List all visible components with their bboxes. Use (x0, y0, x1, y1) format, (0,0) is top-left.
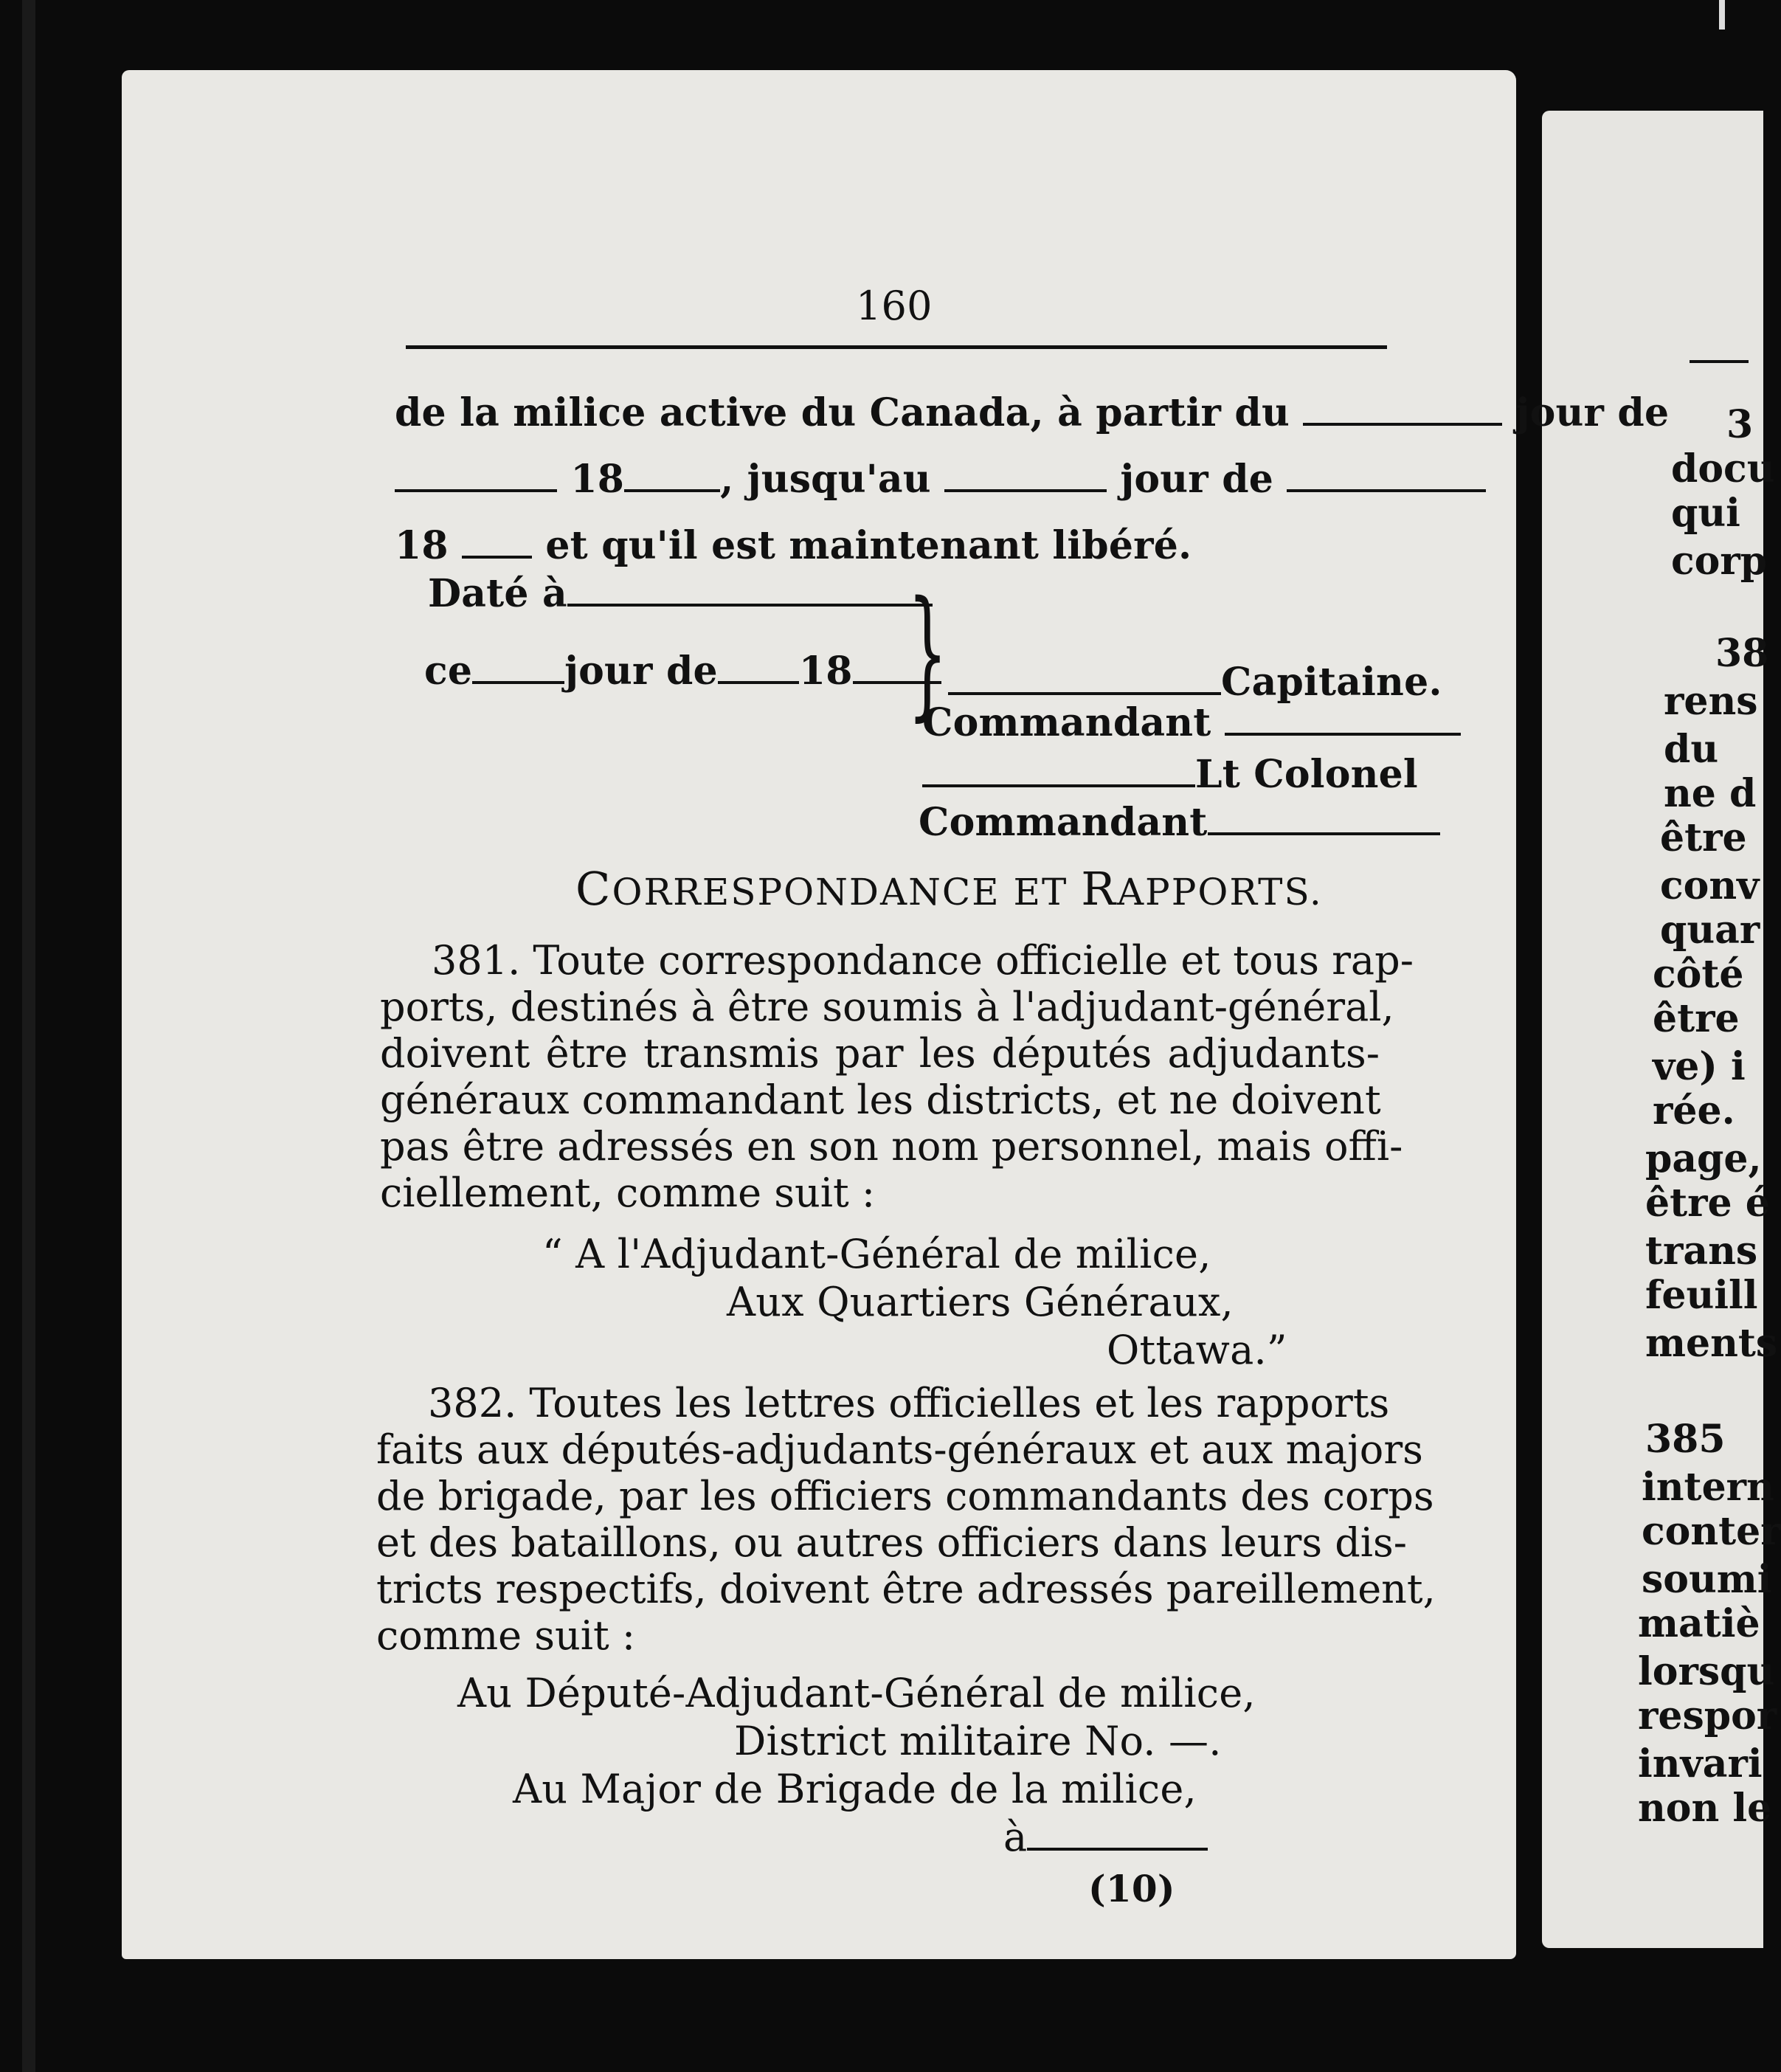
blank-field (624, 463, 720, 492)
blank-field (567, 577, 933, 607)
address-prefix: à (1003, 1814, 1028, 1860)
form-line-2 (395, 457, 1486, 502)
paragraph-381 (380, 937, 1414, 1216)
form-line-1-text: de la milice active du Canada, à partir du (395, 390, 1290, 435)
address-line: Au Député-Adjudant-Général de milice, (457, 1670, 1256, 1716)
address-line: Ottawa.” (1107, 1327, 1287, 1373)
heading-word: ORRESPONDANCE (612, 871, 1000, 914)
paragraph-line: ciellement, comme suit : (380, 1170, 876, 1216)
blank-field (718, 655, 799, 684)
date-line (428, 572, 933, 616)
right-page-fragment: ve) i (1653, 1044, 1746, 1089)
form-line-1-end: jour de (1515, 390, 1670, 435)
blank-field (944, 463, 1107, 492)
year-prefix: 18 (395, 523, 449, 568)
form-line-3 (395, 524, 1192, 568)
ce-label: ce (424, 649, 473, 694)
right-page-fragment: trans (1645, 1229, 1758, 1274)
paragraph-line: ports, destinés à être soumis à l'adjudant-général, (380, 984, 1394, 1030)
blank-field (948, 666, 1221, 695)
paragraph-line: et des bataillons, ou autres officiers dans leurs dis- (376, 1519, 1408, 1566)
right-page-fragment: respor (1638, 1693, 1777, 1738)
paragraph-line: faits aux députés-adjudants-généraux et aux majors (376, 1426, 1423, 1473)
blank-field (462, 529, 532, 559)
right-page-fragment: 3 (1726, 402, 1754, 447)
blank-field (1208, 806, 1440, 835)
form-line-2-end: jour de (1120, 457, 1274, 502)
scan-frame-mark (1719, 0, 1725, 30)
right-page-fragment: ne d (1664, 771, 1757, 816)
page-number: 160 (856, 283, 933, 329)
section-heading (575, 862, 1323, 916)
brace-glyph: } (907, 571, 948, 734)
address-line: Au Major de Brigade de la milice, (513, 1766, 1197, 1812)
right-page-fragment: quar (1660, 908, 1760, 953)
jour-de-label: jour de (564, 649, 718, 694)
right-page-fragment: ments (1645, 1321, 1778, 1366)
blank-field (853, 655, 941, 684)
right-page-fragment: docu (1671, 446, 1775, 491)
right-page-fragment: page, (1645, 1136, 1762, 1181)
right-page-fragment: côté (1653, 952, 1744, 997)
commandant-line-1 (922, 701, 1461, 745)
lt-colonel-line (922, 753, 1418, 797)
right-page-fragment: du (1664, 727, 1719, 772)
blank-field (395, 463, 557, 492)
form-line-1 (395, 391, 1669, 435)
scan-frame-edge (22, 0, 35, 2072)
paragraph-line: tricts respectifs, doivent être adressés pareillement, (376, 1566, 1436, 1612)
blank-field (1225, 706, 1461, 736)
capitaine-label: Capitaine. (1221, 660, 1442, 705)
blank-field (1287, 463, 1486, 492)
paragraph-line: comme suit : (376, 1612, 636, 1659)
paragraph-line: généraux commandant les districts, et ne doivent (380, 1077, 1381, 1123)
right-page-fragment: feuill (1645, 1273, 1758, 1318)
paragraph-line: 382. Toutes les lettres officielles et les rapports (428, 1380, 1390, 1426)
right-page-fragment: être (1653, 996, 1740, 1041)
heading-initial: R (1081, 862, 1117, 916)
paragraph-line: de brigade, par les officiers commandants des corps (376, 1473, 1434, 1519)
right-page-fragment: conv (1660, 863, 1760, 908)
blank-field (472, 655, 564, 684)
commandant-line-2 (919, 801, 1440, 845)
commandant-label: Commandant (919, 800, 1208, 845)
heading-initial: C (575, 862, 612, 916)
right-page-fragment: être é (1645, 1181, 1770, 1226)
ce-jour-line (424, 649, 941, 694)
blank-field (922, 758, 1195, 787)
right-page-rule (1690, 360, 1749, 363)
right-page-fragment: conter (1642, 1509, 1781, 1554)
paragraph-line: doivent être transmis par les députés adjudants- (380, 1030, 1380, 1077)
commandant-label: Commandant (922, 700, 1211, 745)
right-page-fragment: soumi (1642, 1557, 1772, 1602)
right-page-fragment: qui (1671, 491, 1740, 536)
right-page-fragment: rée. (1653, 1088, 1735, 1133)
address-line: District militaire No. —. (734, 1718, 1222, 1764)
lt-colonel-label: Lt Colonel (1195, 752, 1418, 797)
right-page-fragment: rens (1664, 679, 1758, 724)
right-page-fragment: 385 (1645, 1417, 1726, 1462)
right-page-fragment: intern (1642, 1465, 1774, 1510)
right-page-fragment: invari (1638, 1741, 1763, 1786)
form-line-3-text: et qu'il est maintenant libéré. (545, 523, 1192, 568)
right-page-fragment: 38 (1715, 631, 1769, 676)
right-page-fragment: corp (1671, 539, 1768, 584)
form-line-2-mid: , jusqu'au (720, 457, 931, 502)
year-prefix: 18 (570, 457, 625, 502)
address-line: Aux Quartiers Généraux, (727, 1279, 1234, 1325)
address-line-blank (1003, 1815, 1208, 1859)
right-page-fragment: être (1660, 815, 1747, 860)
paragraph-line: 381. Toute correspondance officielle et tous rap- (432, 937, 1414, 984)
heading-word: APPORTS. (1116, 871, 1323, 914)
right-page-fragment: non le (1638, 1786, 1772, 1831)
paragraph-382 (376, 1380, 1436, 1659)
header-rule (406, 345, 1387, 349)
paragraph-line: pas être adressés en son nom personnel, mais offi- (380, 1123, 1403, 1170)
address-line: “ A l'Adjudant-Général de milice, (542, 1231, 1211, 1277)
right-page-fragment: lorsqu (1638, 1649, 1775, 1694)
date-label: Daté à (428, 571, 567, 616)
capitaine-line (948, 660, 1442, 705)
right-page-fragment: matiè (1638, 1601, 1760, 1646)
heading-word: ET (1013, 871, 1068, 914)
signature-mark: (10) (1088, 1867, 1175, 1910)
blank-field (1027, 1821, 1208, 1851)
blank-field (1303, 396, 1502, 426)
year-prefix: 18 (798, 649, 853, 694)
